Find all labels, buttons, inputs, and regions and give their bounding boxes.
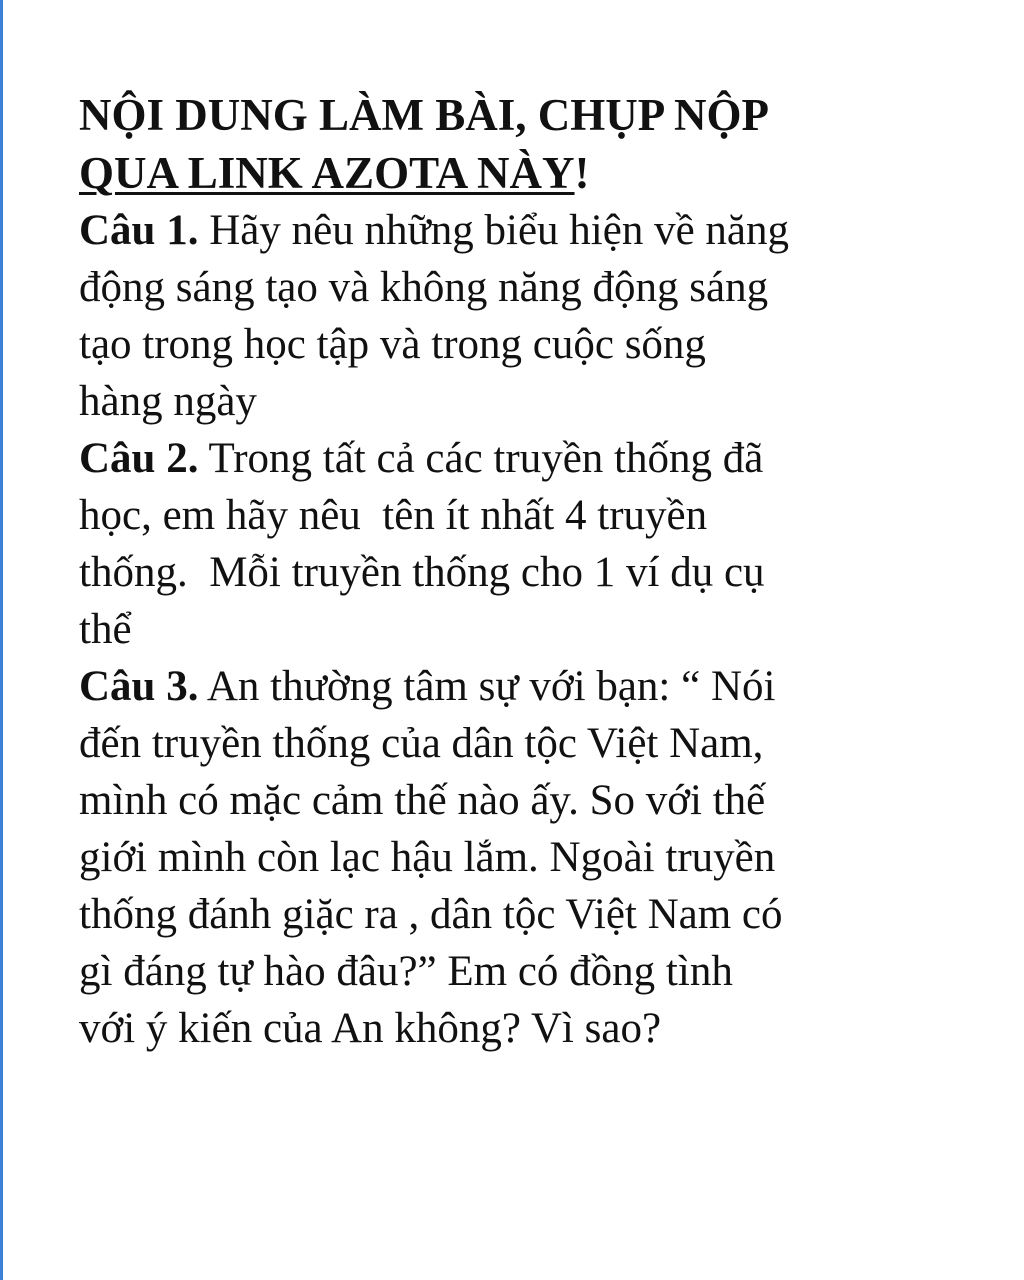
question-1-label: Câu 1. [79, 207, 199, 254]
question-2-text: Trong tất cả các truyền thống đã học, em hãy nêu tên ít nhất 4 truyền thống. Mỗi truyền thống cho 1 ví dụ cụ thể [79, 435, 765, 653]
question-1-text: Hãy nêu những biểu hiện về năng động sáng tạo và không năng động sáng tạo trong học tập và trong cuộc sống hàng ngày [79, 207, 789, 425]
question-2-label: Câu 2. [79, 435, 199, 482]
question-3-text: An thường tâm sự với bạn: “ Nói đến truyền thống của dân tộc Việt Nam, mình có mặc cảm thế nào ấy. So với thế giới mình còn lạc hậu lắm. Ngoài truyền thống đánh giặc ra , dân tộc Việt Nam có gì đáng tự hào đâu?” Em có đồng tình với ý kiến của An không? Vì sao? [79, 663, 783, 1052]
question-1 [79, 202, 999, 430]
question-3 [79, 658, 999, 1057]
heading-line-1: NỘI DUNG LÀM BÀI, CHỤP NỘP [79, 90, 770, 140]
heading-exclamation: ! [574, 148, 590, 198]
heading-link-text: QUA LINK AZOTA NÀY [79, 148, 575, 198]
left-edge-border [0, 0, 3, 1280]
document-heading [79, 86, 999, 202]
question-3-label: Câu 3. [79, 663, 199, 710]
question-2 [79, 430, 999, 658]
document-content [79, 86, 999, 1057]
